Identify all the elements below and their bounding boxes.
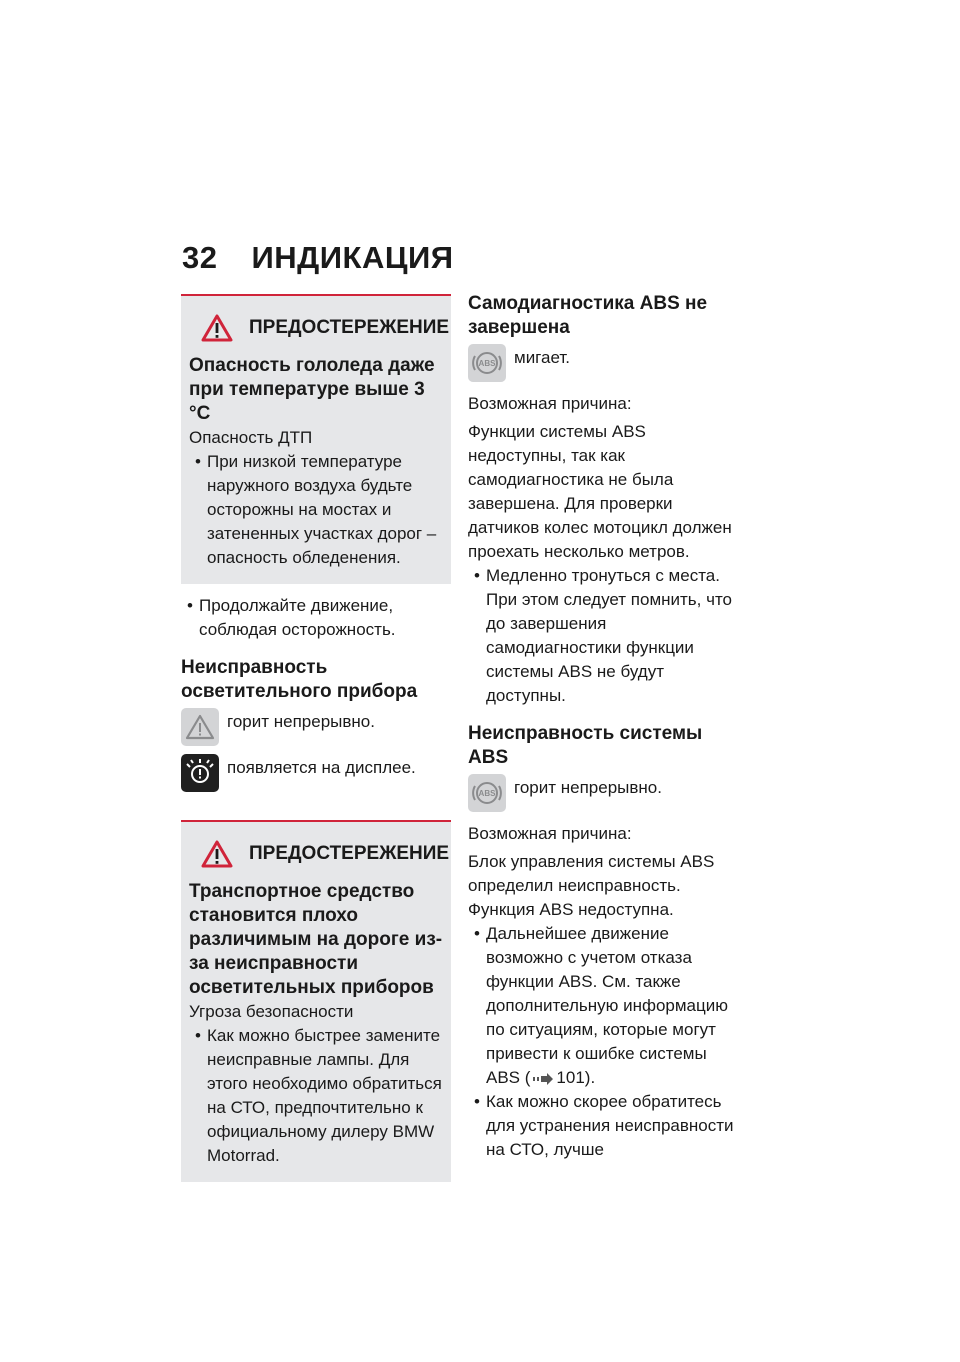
warning-box-lighting <box>181 820 451 1182</box>
warning-bullet: • Как можно быстрее замените неисправные лампы. Для этого необходимо обратиться на СТО, предпочтительно к официальному дилеру BMW Motorrad. <box>189 1024 443 1168</box>
abs-indicator-icon <box>468 774 506 812</box>
cause-text: Блок управления системы ABS определил неисправность. <box>468 852 715 895</box>
list-item: • Дальнейшее движение возможно с учетом отказа функции ABS. См. также дополнительную информацию по ситуациям, которые могут привести к ошибке системы ABS ( 101). <box>468 922 736 1090</box>
warning-box-ice <box>181 294 451 584</box>
lamp-fault-icon <box>181 754 219 792</box>
warning-label: ПРЕДОСТЕРЕЖЕНИЕ <box>249 843 450 864</box>
svg-text:ABS: ABS <box>478 359 496 368</box>
cause-text: Функция ABS недоступна. <box>468 900 674 919</box>
left-column <box>181 294 451 1182</box>
svg-text:ABS: ABS <box>478 789 496 798</box>
warning-header <box>201 840 450 868</box>
list-item: • Продолжайте движение, соблюдая осторожность. <box>181 594 451 642</box>
indicator-description: горит непрерывно. <box>227 712 375 731</box>
general-warning-indicator-icon <box>181 708 219 746</box>
indicator-row-abs-steady <box>468 774 736 812</box>
indicator-description: горит непрерывно. <box>514 778 662 797</box>
right-column <box>468 292 736 1162</box>
indicator-row-lamp-fault <box>181 754 451 792</box>
list-item: • Медленно тронуться с места. При этом следует помнить, что до завершения самодиагностики функции системы ABS не будут доступны. <box>468 564 736 708</box>
indicator-row-general-warning <box>181 708 451 746</box>
cause-text: Функции системы ABS недоступны, так как самодиагностика не была завершена. Для проверки датчиков колес мотоцикл должен проехать несколько метров. <box>468 422 732 561</box>
section-title-abs-fault: Неисправность системы ABS <box>468 723 703 768</box>
warning-label: ПРЕДОСТЕРЕЖЕНИЕ <box>249 317 450 338</box>
warning-subtitle: Угроза безопасности <box>189 1002 354 1021</box>
page-header <box>182 240 454 276</box>
abs-indicator-icon <box>468 344 506 382</box>
warning-subtitle: Опасность ДТП <box>189 428 313 447</box>
warning-header <box>201 314 450 342</box>
indicator-row-abs-flashing <box>468 344 736 382</box>
page-title: ИНДИКАЦИЯ <box>251 240 454 275</box>
indicator-description: появляется на дисплее. <box>227 758 416 777</box>
warning-triangle-icon <box>201 840 233 868</box>
cause-label: Возможная причина: <box>468 824 632 843</box>
warning-bullet: • При низкой температуре наружного воздуха будьте осторожны на мостах и затененных участках дорог – опасность обледенения. <box>189 450 443 570</box>
page-number: 32 <box>182 240 218 275</box>
list-item: • Как можно скорее обратитесь для устранения неисправности на СТО, лучше <box>468 1090 736 1162</box>
section-title-abs-selfdiag: Самодиагностика ABS не завершена <box>468 293 708 338</box>
warning-title: Опасность гололеда даже при температуре выше 3 °C <box>189 355 435 424</box>
cause-label: Возможная причина: <box>468 394 632 413</box>
section-title-light-fault: Неисправность осветительного прибора <box>181 657 418 702</box>
warning-title: Транспортное средство становится плохо различимым на дороге из-за неисправности осветительных приборов <box>189 881 443 998</box>
page-reference-arrow-icon <box>533 1073 553 1085</box>
warning-triangle-icon <box>201 314 233 342</box>
indicator-description: мигает. <box>514 348 570 367</box>
page-reference[interactable]: 101 <box>556 1068 585 1087</box>
